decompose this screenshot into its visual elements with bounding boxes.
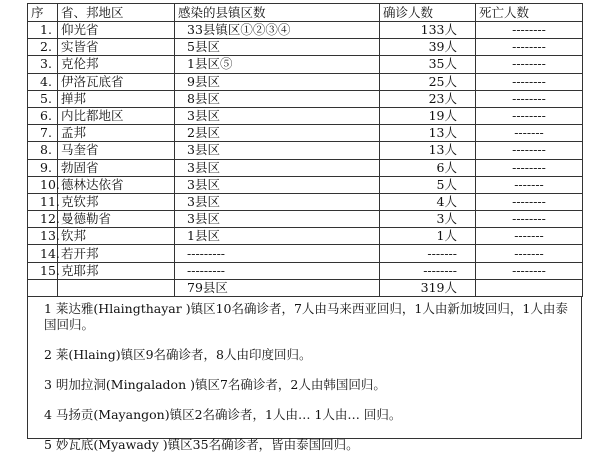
row-deaths: ------- — [476, 125, 583, 142]
row-region: 孟邦 — [58, 125, 175, 142]
row-region: 马奎省 — [58, 142, 175, 159]
row-cases: -------- — [380, 262, 476, 279]
row-districts: --------- — [175, 245, 380, 262]
document — [27, 3, 582, 452]
row-districts: --------- — [175, 262, 380, 279]
header-districts: 感染的县镇区数 — [175, 4, 380, 22]
row-number: 15. — [28, 262, 58, 279]
header-deaths: 死亡人数 — [476, 4, 583, 22]
header-region: 省、邦地区 — [58, 4, 175, 22]
row-districts: 33县镇区①②③④ — [175, 22, 380, 39]
table-row — [28, 125, 583, 142]
table-row — [28, 22, 583, 39]
row-deaths: ------- — [476, 228, 583, 245]
row-region: 实皆省 — [58, 39, 175, 56]
footnote-2: 2 莱(Hlaing)镇区9名确诊者，8人由印度回归。 — [44, 347, 312, 362]
header-cases: 确诊人数 — [380, 4, 476, 22]
table-row — [28, 211, 583, 228]
row-region: 克伦邦 — [58, 56, 175, 73]
footnote-4: 4 马扬贡(Mayangon)镇区2名确诊者，1人由… 1人由… 回归。 — [44, 407, 402, 422]
row-deaths: -------- — [476, 107, 583, 124]
total-blank-2 — [58, 279, 175, 296]
row-region: 曼德勒省 — [58, 211, 175, 228]
covid-table — [27, 3, 583, 297]
row-cases: 23人 — [380, 90, 476, 107]
table-row — [28, 90, 583, 107]
row-cases: 3人 — [380, 211, 476, 228]
total-districts: 79县区 — [175, 279, 380, 296]
table-header — [28, 4, 583, 22]
row-region: 掸邦 — [58, 90, 175, 107]
row-cases: 25人 — [380, 73, 476, 90]
row-deaths: -------- — [476, 39, 583, 56]
table-row — [28, 56, 583, 73]
row-cases: 6人 — [380, 159, 476, 176]
row-deaths: -------- — [476, 211, 583, 228]
row-deaths: -------- — [476, 90, 583, 107]
row-number: 1. — [28, 22, 58, 39]
table-row — [28, 159, 583, 176]
row-number: 6. — [28, 107, 58, 124]
row-cases: 19人 — [380, 107, 476, 124]
row-deaths: -------- — [476, 193, 583, 210]
header-no: 序 — [28, 4, 58, 22]
footnote-1: 1 莱达雅(Hlaingthayar )镇区10名确诊者，7人由马来西亚回归，1人由新加坡回归，1人由泰国回归。 — [44, 301, 568, 332]
row-districts: 3县区 — [175, 193, 380, 210]
row-region: 克耶邦 — [58, 262, 175, 279]
table-row — [28, 245, 583, 262]
row-districts: 9县区 — [175, 73, 380, 90]
row-deaths: -------- — [476, 262, 583, 279]
row-districts: 2县区 — [175, 125, 380, 142]
row-number: 11. — [28, 193, 58, 210]
row-number: 7. — [28, 125, 58, 142]
footnotes — [27, 297, 582, 452]
table-row — [28, 193, 583, 210]
row-deaths: -------- — [476, 22, 583, 39]
row-districts: 3县区 — [175, 159, 380, 176]
row-districts: 8县区 — [175, 90, 380, 107]
table-row — [28, 176, 583, 193]
row-districts: 3县区 — [175, 107, 380, 124]
row-cases: 4人 — [380, 193, 476, 210]
row-cases: 35人 — [380, 56, 476, 73]
row-number: 9. — [28, 159, 58, 176]
row-deaths: -------- — [476, 159, 583, 176]
total-deaths — [476, 279, 583, 296]
row-number: 8. — [28, 142, 58, 159]
row-number: 5. — [28, 90, 58, 107]
table-row — [28, 228, 583, 245]
row-cases: 5人 — [380, 176, 476, 193]
row-region: 内比都地区 — [58, 107, 175, 124]
row-cases: 13人 — [380, 142, 476, 159]
row-districts: 5县区 — [175, 39, 380, 56]
row-cases: 1人 — [380, 228, 476, 245]
row-districts: 1县区 — [175, 228, 380, 245]
row-deaths: -------- — [476, 142, 583, 159]
row-districts: 3县区 — [175, 211, 380, 228]
table-row — [28, 39, 583, 56]
row-cases: 133人 — [380, 22, 476, 39]
table-row — [28, 73, 583, 90]
row-region: 伊洛瓦底省 — [58, 73, 175, 90]
row-districts: 3县区 — [175, 142, 380, 159]
footnote-3: 3 明加拉洞(Mingaladon )镇区7名确诊者，2人由韩国回归。 — [44, 377, 386, 392]
row-region: 克钦邦 — [58, 193, 175, 210]
row-region: 钦邦 — [58, 228, 175, 245]
table-row — [28, 142, 583, 159]
row-cases: 39人 — [380, 39, 476, 56]
row-districts: 3县区 — [175, 176, 380, 193]
row-region: 德林达依省 — [58, 176, 175, 193]
row-deaths: -------- — [476, 56, 583, 73]
row-region: 仰光省 — [58, 22, 175, 39]
row-region: 若开邦 — [58, 245, 175, 262]
row-number: 13. — [28, 228, 58, 245]
row-number: 12. — [28, 211, 58, 228]
row-number: 10. — [28, 176, 58, 193]
table-row — [28, 107, 583, 124]
table-row — [28, 262, 583, 279]
row-districts: 1县区⑤ — [175, 56, 380, 73]
footnote-5: 5 妙瓦底(Myawady )镇区35名确诊者，皆由泰国回归。 — [44, 437, 359, 452]
row-cases: 13人 — [380, 125, 476, 142]
row-number: 3. — [28, 56, 58, 73]
table-total-row — [28, 279, 583, 296]
row-number: 4. — [28, 73, 58, 90]
row-region: 勃固省 — [58, 159, 175, 176]
row-cases: ------- — [380, 245, 476, 262]
total-cases: 319人 — [380, 279, 476, 296]
row-number: 2. — [28, 39, 58, 56]
total-blank-1 — [28, 279, 58, 296]
row-deaths: ------- — [476, 245, 583, 262]
row-deaths: ------- — [476, 176, 583, 193]
row-number: 14. — [28, 245, 58, 262]
row-deaths: -------- — [476, 73, 583, 90]
